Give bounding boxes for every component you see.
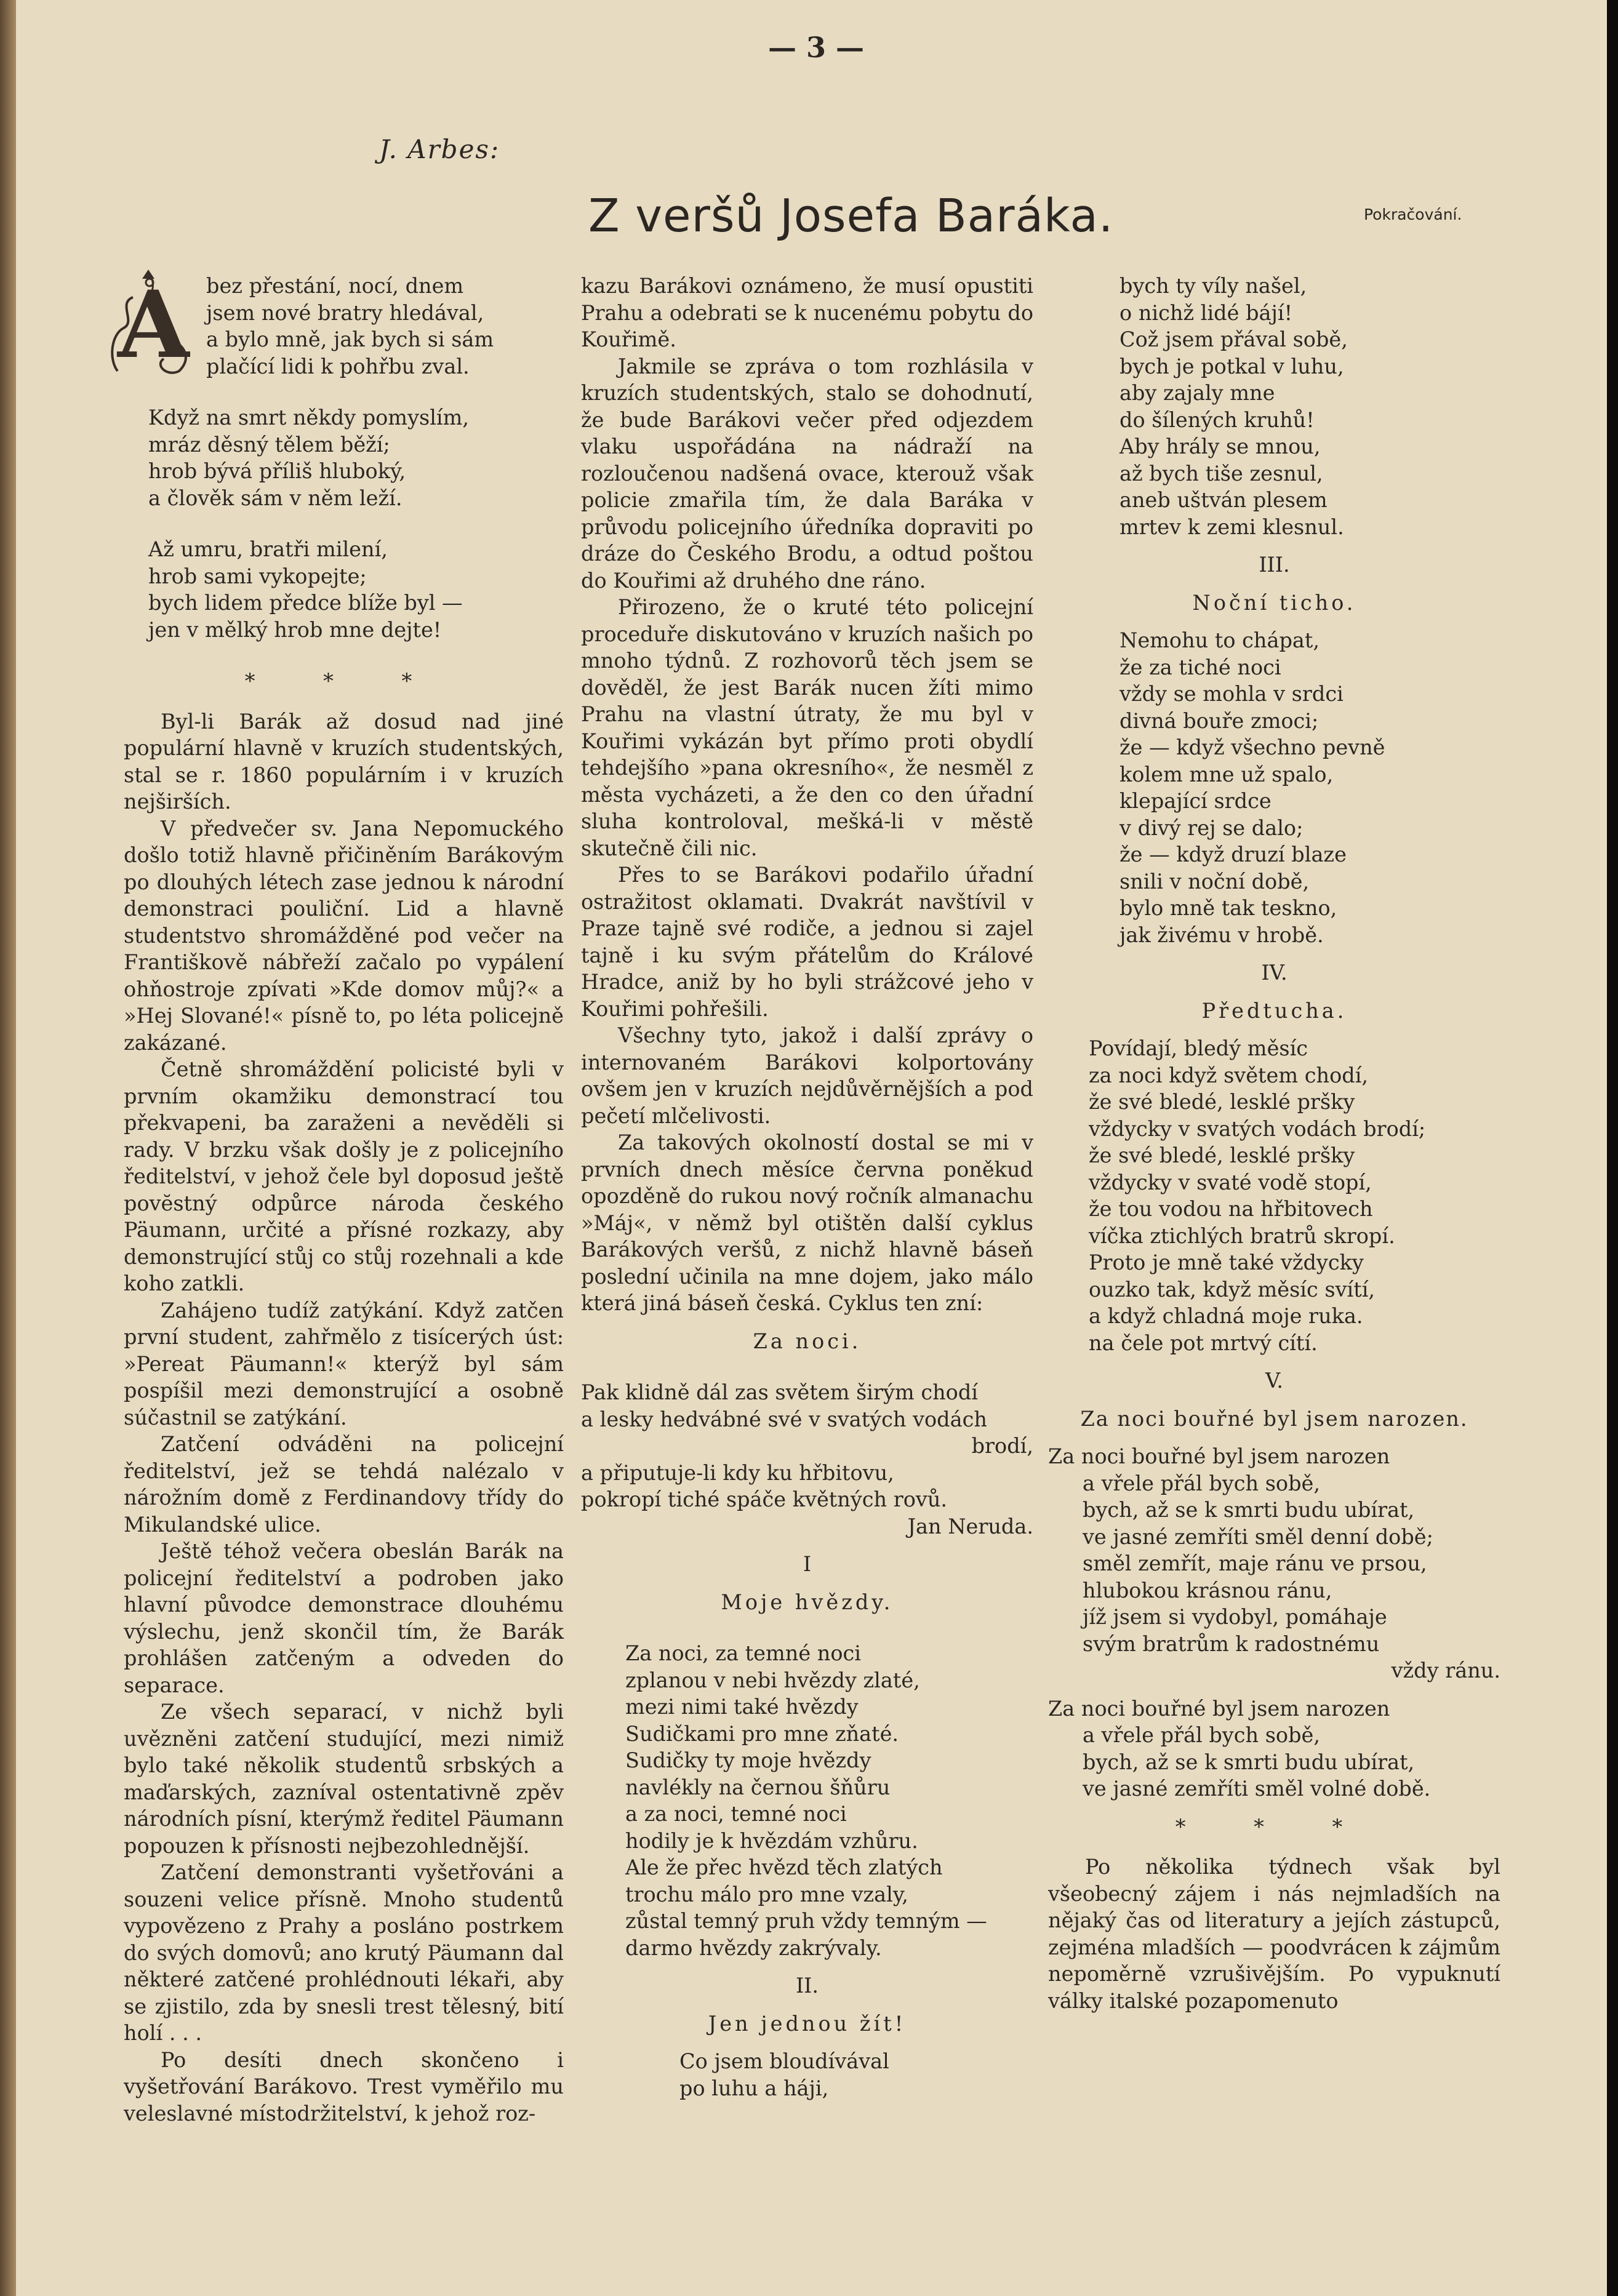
poem-line: až bych tiše zesnul, bbox=[1119, 461, 1323, 486]
epigraph-line: a lesky hedvábné své v svatých vodách bbox=[581, 1407, 987, 1431]
poem-line: Sudičky ty moje hvězdy bbox=[625, 1748, 871, 1772]
poem-line: za noci když světem chodí, bbox=[1089, 1063, 1369, 1087]
section-number: V. bbox=[1265, 1369, 1283, 1393]
article-title: Z veršů Josefa Baráka. bbox=[588, 190, 1114, 242]
paragraph: V předvečer sv. Jana Nepomuckého došlo totiž hlavně přičiněním Barákovým po dlouhých létech zase jednou k národní demonstraci pouliční. Lid a hlavně studentstvo shromážděné pod večer na Františkově nábřeží začalo po vypálení ohňostroje zpívati »Kde domov můj?« a »Hej Slované!« písně to, po léta policejně zakázané. bbox=[124, 816, 564, 1055]
poem-line: Za noci bouřné byl jsem narozen bbox=[1048, 1696, 1390, 1721]
poem-line: Aby hrály se mnou, bbox=[1119, 434, 1321, 458]
poem-section bbox=[581, 2048, 1033, 2102]
section-title: Jen jednou žít! bbox=[708, 2011, 907, 2036]
poem-line: jíž jsem si vydobyl, pomáhaje bbox=[1083, 1605, 1387, 1629]
section-title: Za noci bouřné byl jsem narozen. bbox=[1080, 1406, 1468, 1431]
section-title: Noční ticho. bbox=[1192, 590, 1356, 615]
book-spine bbox=[0, 0, 16, 2296]
poem-line: navlékly na černou šňůru bbox=[625, 1775, 891, 1799]
column-2 bbox=[581, 273, 1033, 2102]
paragraph: Přirozeno, že o kruté této policejní proceduře diskutováno v kruzích našich po mnoho týdnů. Z rozhovorů těch jsem se dověděl, že jest Barák nucen žíti mimo Prahu na vlastní útraty, že mu byl v Kouřimi vykázán byt přímo proti obydlí tehdejšího »pana okresního«, že nesměl z města vycházeti, a že den co den úřadní sluha kontroloval, mešká-li v městě skutečně čili nic. bbox=[581, 595, 1033, 860]
poem-line: vždycky v svatých vodách brodí; bbox=[1089, 1116, 1426, 1141]
paragraph: Po několika týdnech však byl všeobecný zájem i nás nejmladších na nějaký čas od literatury a jejích zástupců, zejména mladších — poodvrácen k zájmům nepoměrně vzrušivějším. Po vypuknutí války italské pozapomenuto bbox=[1048, 1855, 1500, 2013]
section-number: IV. bbox=[1261, 961, 1288, 985]
paragraph: Zahájeno tudíž zatýkání. Když zatčen první student, zahřmělo z tisícerých úst: »Pereat Päumann!« kterýž byl sám pospíšil mezi demonstrující a osobně súčastnil se zatýkání. bbox=[124, 1298, 564, 1430]
epigraph-signature: Jan Neruda. bbox=[907, 1514, 1033, 1538]
poem-line: a vřele přál bych sobě, bbox=[1083, 1471, 1321, 1495]
page-edge bbox=[1607, 0, 1618, 2296]
poem-line: zůstal temný pruh vždy temným — bbox=[625, 1909, 987, 1933]
poem-line: bez přestání, nocí, dnem bbox=[206, 274, 464, 298]
dropcap-letter: A bbox=[118, 271, 190, 379]
section-number: I bbox=[803, 1552, 812, 1576]
paragraph: Ze všech separací, v nichž byli uvězněni zatčení studující, mezi nimiž bylo také několik studentů srbských a maďarských, zazníval ostentativně zpěv národních písní, kterýmž ředitel Päumann popouzen k přísnosti nejbezohlednější. bbox=[124, 1700, 564, 1858]
paragraph: Četně shromáždění policisté byli v prvním okamžiku demonstrací tou překvapeni, ba zaraženi a nevěděli si rady. V brzku však došly je z policejního ředitelství, v jehož čele byl doposud ještě povĕstný odpůrce národa českého Päumann, určité a přísné rozkazy, aby demonstrující stůj co stůj rozehnali a kde koho zatkli. bbox=[124, 1057, 564, 1295]
poem-line: hrob bývá příliš hluboký, bbox=[148, 459, 406, 483]
continued-note: Pokračování. bbox=[1364, 206, 1462, 223]
poem-line: Povídají, bledý měsíc bbox=[1089, 1036, 1308, 1060]
poem-line: a bylo mně, jak bych si sám bbox=[206, 327, 494, 351]
paragraph: Jakmile se zpráva o tom rozhlásila v kruzích studentských, stalo se dohodnutí, že bude Barákovi večer před odjezdem vlaku uspořádána na nádraží na rozloučenou nadšená ovace, kterouž však policie zmařila tím, že dala Baráka v průvodu policejního úředníka dopraviti po dráze do Českého Brodu, a odtud poštou do Kouřimi až druhého dne ráno. bbox=[581, 354, 1033, 593]
poem-line: mrtev k zemi klesnul. bbox=[1119, 514, 1344, 539]
poem-line: plačící lidi k pohřbu zval. bbox=[206, 354, 470, 378]
neruda-epigraph bbox=[581, 1379, 1033, 1540]
poem-line: o nichž lidé bájí! bbox=[1119, 300, 1293, 325]
poem-line: ve jasné zemříti směl denní době; bbox=[1083, 1524, 1433, 1549]
poem-line: a člověk sám v něm leží. bbox=[148, 486, 402, 510]
paragraph: Zatčení demonstranti vyšetřováni a souzeni velice přísně. Mnoho studentů vypovězeno z Prahy a posláno postrkem do svých domovů; ano krutý Päumann dal některé zatčené prohlédnouti lékaři, aby se zjistilo, zda by snesli trest tělesný, bití holí . . . bbox=[124, 1860, 564, 2045]
poem-line: v divý rej se dalo; bbox=[1119, 815, 1304, 840]
poem-line: snili v noční době, bbox=[1119, 869, 1310, 894]
paragraph: Zatčení odváděni na policejní ředitelství, jež se tehdá nalézalo v nárožním domě z Ferdinandovy třídy do Mikulandské ulice. bbox=[124, 1432, 564, 1537]
poem-line: mezi nimi také hvězdy bbox=[625, 1695, 859, 1719]
paragraph: Přes to se Barákovi podařilo úřadní ostražitost oklamati. Dvakrát navštívil v Praze tajně své rodiče, a jednou si zajel tajně i ku svým přátelům do Králové Hradce, aniž by ho byli strážcové jeho v Kouřimi pohřešili. bbox=[581, 863, 1033, 1021]
poem-line: Za noci, za temné noci bbox=[625, 1641, 862, 1665]
poem-line: kolem mne už spalo, bbox=[1119, 762, 1334, 786]
poem-line: divná bouře zmoci; bbox=[1119, 708, 1319, 733]
poem-line: vždy se mohla v srdci bbox=[1119, 682, 1344, 706]
section-separator: * * * bbox=[244, 669, 443, 693]
poem-section bbox=[581, 1640, 1033, 1961]
section-number: II. bbox=[795, 1974, 819, 1998]
paragraph: Ještě téhož večera obeslán Barák na policejní ředitelství a podroben jako hlavní původce demonstrace dlouhému výslechu, jenž skončil tím, že Barák prohlášen zatčeným a odveden do separace. bbox=[124, 1539, 564, 1697]
paragraph: Všechny tyto, jakož i další zprávy o internovaném Barákovi kolportovány ovšem jen v kruzích nejdůvěrnějších a pod pečetí mlčelivosti. bbox=[581, 1023, 1033, 1128]
poem-line: že — když druzí blaze bbox=[1119, 842, 1347, 866]
paragraph: Po desíti dnech skončeno i vyšetřování Barákovo. Trest vyměřilo mu veleslavné místodržitelství, k jehož roz- bbox=[124, 2047, 564, 2126]
poem-line: Ale že přec hvězd těch zlatých bbox=[625, 1855, 943, 1879]
poem-line: aby zajaly mne bbox=[1119, 381, 1275, 405]
section-title: Moje hvězdy. bbox=[721, 1590, 894, 1614]
poem-line: vždy ránu. bbox=[1391, 1658, 1500, 1682]
poem-line: hlubokou krásnou ránu, bbox=[1083, 1578, 1332, 1602]
poem-line: že za tiché noci bbox=[1119, 655, 1281, 679]
poem-line: hodily je k hvězdám vzhůru. bbox=[625, 1828, 918, 1853]
poem-line: na čele pot mrtvý cítí. bbox=[1089, 1330, 1318, 1355]
poem-line: do šílených kruhů! bbox=[1119, 407, 1315, 432]
poem-line: Proto je mně také vždycky bbox=[1089, 1250, 1364, 1274]
poem-line: aneb uštván plesem bbox=[1119, 488, 1328, 512]
poem-section bbox=[1048, 1443, 1500, 1684]
epigraph-line: brodí, bbox=[971, 1434, 1033, 1458]
poem-line: a když chladná moje ruka. bbox=[1089, 1304, 1363, 1328]
poem-line: že tou vodou na hřbitovech bbox=[1089, 1197, 1373, 1221]
poem-line: bylo mně tak teskno, bbox=[1119, 896, 1337, 920]
poem-stanza bbox=[124, 404, 564, 511]
poem-line: klepající srdce bbox=[1119, 789, 1272, 813]
section-number: III. bbox=[1259, 553, 1290, 577]
poem-line: darmo hvězdy zakrývaly. bbox=[625, 1935, 882, 1960]
poem-line: hrob sami vykopejte; bbox=[148, 564, 367, 588]
poem-line: bych ty víly našel, bbox=[1119, 274, 1307, 298]
poem-line: Sudičkami pro mne zňaté. bbox=[625, 1721, 899, 1746]
section-title: Předtucha. bbox=[1201, 998, 1347, 1023]
poem-line: že — když všechno pevně bbox=[1119, 735, 1385, 759]
poem-section bbox=[1048, 627, 1500, 948]
poem-line: mráz děsný tělem běží; bbox=[148, 432, 390, 457]
poem-line: jak živému v hrobě. bbox=[1119, 922, 1324, 947]
column-3 bbox=[1048, 273, 1500, 2014]
poem-line: vždycky v svaté vodě stopí, bbox=[1089, 1170, 1372, 1194]
poem-line: trochu málo pro mne vzaly, bbox=[625, 1882, 908, 1906]
poem-line: víčka ztichlých bratrů skropí. bbox=[1089, 1223, 1395, 1248]
poem-section bbox=[1048, 1695, 1500, 1802]
poem-line: zplanou v nebi hvězdy zlaté, bbox=[625, 1668, 920, 1692]
poem-line: že své bledé, lesklé pršky bbox=[1089, 1090, 1355, 1114]
poem-line: bych, až se k smrti budu ubírat, bbox=[1083, 1498, 1415, 1522]
poem-line: Což jsem přával sobě, bbox=[1119, 327, 1348, 351]
poem-line: Když na smrt někdy pomyslím, bbox=[148, 406, 470, 430]
poem-line: a za noci, temné noci bbox=[625, 1802, 847, 1826]
column-1 bbox=[118, 271, 564, 2127]
poem-line: po luhu a háji, bbox=[679, 2076, 829, 2100]
poem-title: Za noci. bbox=[753, 1329, 862, 1353]
epigraph-line: pokropí tiché spáče květných rovů. bbox=[581, 1487, 948, 1511]
poem-stanza bbox=[124, 536, 564, 643]
author-name: J. Arbes: bbox=[379, 134, 500, 164]
poem-line: bych je potkal v luhu, bbox=[1119, 354, 1344, 378]
paragraph: kazu Barákovi oznámeno, že musí opustiti Prahu a odebrati se k nucenému pobytu do Kouřimě. bbox=[581, 274, 1033, 351]
poem-line: že své bledé, lesklé pršky bbox=[1089, 1143, 1355, 1167]
poem-line: Co jsem bloudívával bbox=[679, 2049, 889, 2073]
poem-line: Za noci bouřné byl jsem narozen bbox=[1048, 1444, 1390, 1468]
poem-line: Až umru, bratři milení, bbox=[148, 537, 388, 561]
epigraph-line: a připutuje-li kdy ku hřbitovu, bbox=[581, 1460, 894, 1485]
poem-section bbox=[1048, 1035, 1500, 1356]
poem-line: ouzko tak, když měsíc svítí, bbox=[1089, 1277, 1376, 1302]
epigraph-line: Pak klidně dál zas světem širým chodí bbox=[581, 1380, 978, 1404]
poem-line: směl zemřít, maje ránu ve prsou, bbox=[1083, 1551, 1427, 1575]
poem-section bbox=[1048, 273, 1500, 540]
page bbox=[16, 0, 1607, 2296]
poem-line: ve jasné zemříti směl volné době. bbox=[1083, 1777, 1431, 1801]
poem-line: bych lidem předce blíže byl — bbox=[148, 591, 463, 615]
section-separator: * * * bbox=[1175, 1814, 1374, 1839]
paragraph: Byl-li Barák až dosud nad jiné populární hlavně v kruzích studentských, stal se r. 1860 populárním i v kruzích nejširších. bbox=[124, 709, 564, 814]
poem-line: svým bratrům k radostnému bbox=[1083, 1631, 1380, 1656]
page-number: — 3 — bbox=[767, 31, 865, 64]
ornamental-initial bbox=[105, 266, 198, 381]
poem-line: a vřele přál bych sobě, bbox=[1083, 1723, 1321, 1747]
poem-line: Nemohu to chápat, bbox=[1119, 628, 1320, 652]
poem-line: jsem nové bratry hledával, bbox=[206, 300, 484, 325]
poem-line: bych, až se k smrti budu ubírat, bbox=[1083, 1750, 1415, 1774]
paragraph: Za takových okolností dostal se mi v prvních dnech měsíce června poněkud opozděně do rukou nový ročník almanachu »Máj«, v němž byl otištěn další cyklus Barákových veršů, z nichž hlavně báseň poslední učinila na mne dojem, jako málo která jiná báseň česká. Cyklus ten zní: bbox=[581, 1130, 1033, 1315]
poem-line: jen v mělký hrob mne dejte! bbox=[148, 617, 442, 642]
